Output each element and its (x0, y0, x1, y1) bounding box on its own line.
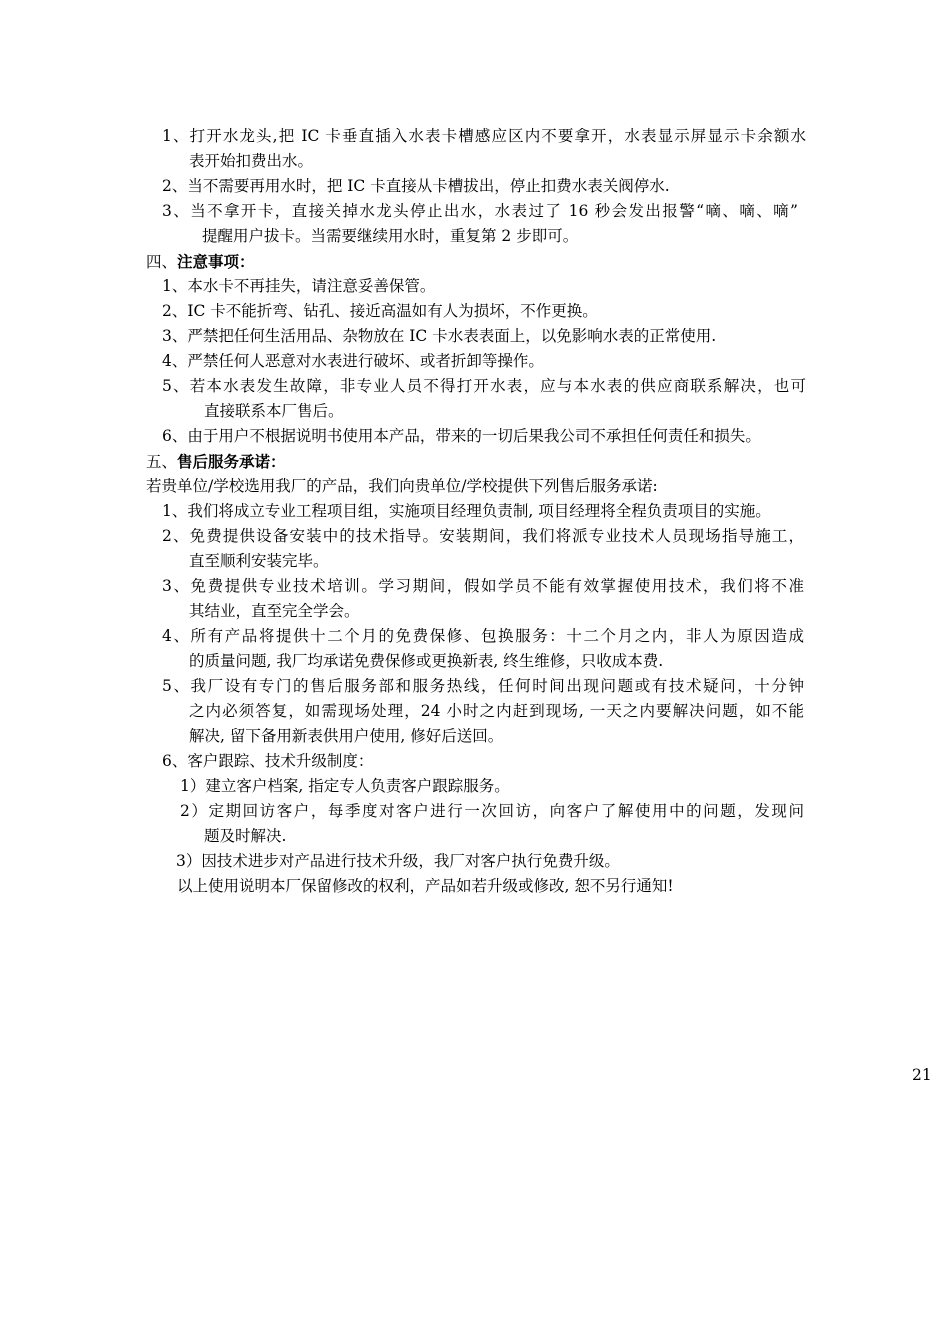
sublist-item-line: 题及时解决. (204, 827, 287, 845)
list-item-line: 2、当不需要再用水时，把 IC 卡直接从卡槽拔出，停止扣费水表关阀停水. (162, 177, 670, 195)
list-item-line: 直接联系本厂售后。 (204, 402, 344, 420)
sublist-item-line: 1）建立客户档案, 指定专人负责客户跟踪服务。 (180, 777, 510, 795)
list-item-line: 5、我厂设有专门的售后服务部和服务热线，任何时间出现问题或有技术疑问，十分钟 (162, 677, 804, 695)
list-item-line: 2、IC 卡不能折弯、钻孔、接近高温如有人为损坏，不作更换。 (162, 302, 598, 320)
list-item-line: 直至顺利安装完毕。 (189, 552, 329, 570)
list-item-line: 表开始扣费出水。 (189, 152, 314, 170)
list-item-line: 3、严禁把任何生活用品、杂物放在 IC 卡水表表面上，以免影响水表的正常使用. (162, 327, 717, 345)
list-item-line: 3、免费提供专业技术培训。学习期间，假如学员不能有效掌握使用技术，我们将不准 (162, 577, 804, 595)
notes-list (0, 274, 950, 449)
list-item-line: 5、若本水表发生故障，非专业人员不得打开水表，应与本水表的供应商联系解决，也可 (162, 377, 806, 395)
list-item-line: 的质量问题, 我厂均承诺免费保修或更换新表, 终生维修，只收成本费. (189, 652, 664, 670)
list-item-line: 解决, 留下备用新表供用户使用, 修好后送回。 (189, 727, 504, 745)
list-item-line: 1、本水卡不再挂失，请注意妥善保管。 (162, 277, 436, 295)
sublist-item-line: 3）因技术进步对产品进行技术升级，我厂对客户执行免费升级。 (176, 852, 620, 870)
list-item-line: 其结业，直至完全学会。 (189, 602, 360, 620)
list-item-line: 2、免费提供设备安装中的技术指导。安装期间，我们将派专业技术人员现场指导施工， (162, 527, 804, 545)
service-sublist (0, 774, 950, 874)
list-item-line: 3、当不拿开卡，直接关掉水龙头停止出水，水表过了 16 秒会发出报警“嘀、嘀、嘀” (162, 202, 798, 220)
usage-list (0, 124, 950, 249)
list-item-line: 4、严禁任何人恶意对水表进行破坏、或者折卸等操作。 (162, 352, 544, 370)
list-item-line: 6、由于用户不根据说明书使用本产品，带来的一切后果我公司不承担任何责任和损失。 (162, 427, 761, 445)
closing-statement: 以上使用说明本厂保留修改的权利，产品如若升级或修改, 恕不另行通知! (177, 877, 674, 895)
list-item-line: 之内必须答复，如需现场处理，24 小时之内赶到现场, 一天之内要解决问题，如不能 (189, 702, 804, 720)
section-heading-notes: 四、注意事项： (146, 252, 255, 271)
list-item-line: 1、打开水龙头,把 IC 卡垂直插入水表卡槽感应区内不要拿开，水表显示屏显示卡余额水 (162, 127, 806, 145)
list-item-line: 6、客户跟踪、技术升级制度： (162, 752, 374, 770)
service-intro: 若贵单位/学校选用我厂的产品，我们向贵单位/学校提供下列售后服务承诺: (146, 477, 658, 495)
list-item-line: 1、我们将成立专业工程项目组，实施项目经理负责制, 项目经理将全程负责项目的实施。 (162, 502, 771, 520)
list-item-line: 4、所有产品将提供十二个月的免费保修、包换服务：十二个月之内，非人为原因造成 (162, 627, 804, 645)
service-list (0, 499, 950, 774)
list-item-line: 提醒用户拔卡。当需要继续用水时，重复第 2 步即可。 (202, 227, 579, 245)
sublist-item-line: 2）定期回访客户，每季度对客户进行一次回访，向客户了解使用中的问题，发现问 (180, 802, 804, 820)
page-number: 21 (912, 1066, 932, 1084)
document-body (0, 124, 950, 899)
section-heading-service: 五、售后服务承诺： (146, 452, 286, 471)
